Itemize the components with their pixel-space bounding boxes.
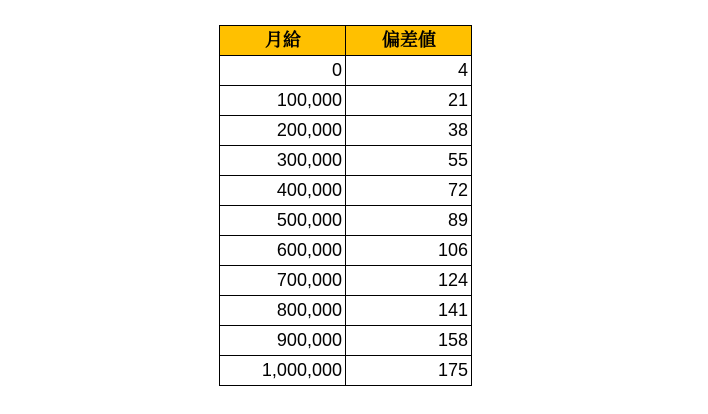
salary-deviation-table [219, 25, 472, 386]
deviation-score-cell: 38 [346, 116, 472, 146]
monthly-salary-cell: 600,000 [220, 236, 346, 266]
deviation-score-cell: 21 [346, 86, 472, 116]
deviation-score-cell: 4 [346, 56, 472, 86]
table-row [220, 116, 472, 146]
deviation-score-cell: 89 [346, 206, 472, 236]
monthly-salary-cell: 800,000 [220, 296, 346, 326]
table-row [220, 296, 472, 326]
monthly-salary-cell: 0 [220, 56, 346, 86]
table-row [220, 176, 472, 206]
deviation-score-cell: 72 [346, 176, 472, 206]
monthly-salary-cell: 1,000,000 [220, 356, 346, 386]
table-row [220, 86, 472, 116]
table-row [220, 206, 472, 236]
monthly-salary-cell: 300,000 [220, 146, 346, 176]
deviation-score-cell: 124 [346, 266, 472, 296]
monthly-salary-cell: 400,000 [220, 176, 346, 206]
deviation-score-cell: 175 [346, 356, 472, 386]
monthly-salary-cell: 100,000 [220, 86, 346, 116]
table-row [220, 236, 472, 266]
column-header-monthly-salary: 月給 [220, 26, 346, 56]
table-row [220, 356, 472, 386]
table-body [220, 56, 472, 386]
table-row [220, 146, 472, 176]
table-header-row [220, 26, 472, 56]
monthly-salary-cell: 500,000 [220, 206, 346, 236]
monthly-salary-cell: 900,000 [220, 326, 346, 356]
table-row [220, 56, 472, 86]
table-row [220, 326, 472, 356]
column-header-deviation-score: 偏差値 [346, 26, 472, 56]
deviation-score-cell: 141 [346, 296, 472, 326]
deviation-score-cell: 106 [346, 236, 472, 266]
monthly-salary-cell: 700,000 [220, 266, 346, 296]
table-row [220, 266, 472, 296]
monthly-salary-cell: 200,000 [220, 116, 346, 146]
deviation-score-cell: 55 [346, 146, 472, 176]
deviation-score-cell: 158 [346, 326, 472, 356]
